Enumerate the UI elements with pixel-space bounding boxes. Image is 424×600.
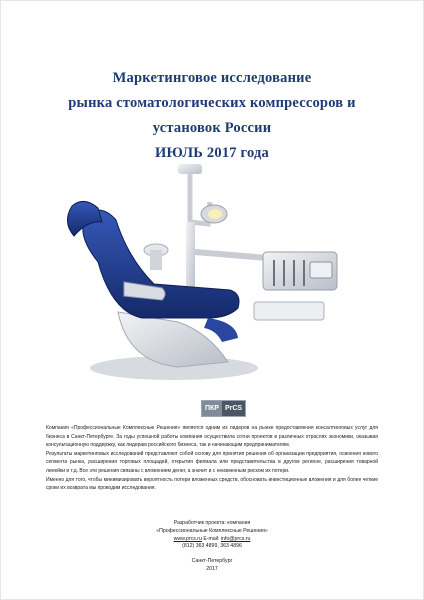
- logo-right: PrCS: [222, 401, 245, 416]
- dental-unit-image: [58, 162, 370, 386]
- year: 2017: [206, 565, 218, 572]
- contact-line: [100, 536, 324, 544]
- city: Санкт-Петербург: [191, 558, 233, 565]
- prcs-logo: [201, 400, 246, 417]
- email-link[interactable]: info@prcs.ru: [220, 535, 251, 542]
- footrest: [204, 318, 238, 342]
- side-tray: [254, 302, 324, 320]
- intro-text: [46, 424, 378, 493]
- logo-left: ПКР: [202, 401, 222, 416]
- intro-paragraph-3: Именно для того, чтобы минимизировать вероятность потери вложенных средств, обосновать инвестиционные вложения и для более четкие сроки их возврата мы проводим исследования.: [46, 476, 378, 492]
- title-line-4: ИЮЛЬ 2017 года: [155, 145, 269, 161]
- phones: (812) 363 4899, 363 4896: [182, 543, 242, 550]
- credits-block: [100, 520, 324, 574]
- tray-arm: [195, 252, 268, 258]
- intro-paragraph-2: Результаты маркетинговых исследований представляют собой основу для принятия решения об организации предприятия, освоения нового сегмента рынка, расширения торговых площадей, открытия филиала или представительства в другом регионе, расширения товарной линейки и т.д. Все эти решения связаны с вложением денег, а значит и с неизменным риском их потери.: [46, 450, 378, 474]
- title-line-1: Маркетинговое исследование: [112, 70, 312, 86]
- intro-paragraph-1: Компания «Профессиональные Комплексные Решения» является одним из лидеров на рынке предоставления консалтинговых услуг для бизнеса в Санкт-Петербурге. За годы успешной работы компания осуществила сотни проектов в различных отраслях экономики, оказывая консультационную поддержку, как лидерам российского бизнеса, так и начинающим предпринимателям.: [46, 425, 378, 449]
- company-name: «Профессиональные Комплексные Решения»: [156, 527, 268, 534]
- email-label: E-mail:: [203, 535, 220, 542]
- website-link[interactable]: www.prcs.ru: [173, 535, 202, 542]
- lamp-light: [208, 209, 222, 219]
- title-line-2: рынка стоматологических компрессоров и: [68, 95, 356, 111]
- title-block: [20, 66, 404, 166]
- developer-label: Разработчик проекта: компания: [173, 520, 251, 526]
- lamp-mount: [178, 164, 202, 174]
- title-line-3: установок России: [152, 120, 272, 136]
